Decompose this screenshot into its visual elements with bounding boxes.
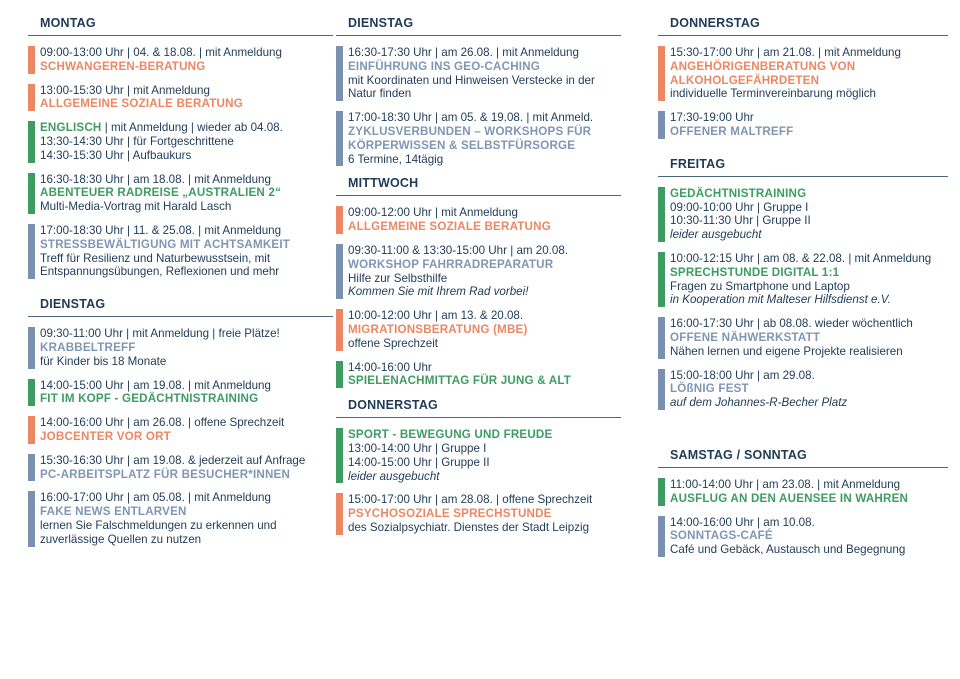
event-time: 16:00-17:30 Uhr | ab 08.08. wieder wöchentlich bbox=[670, 317, 913, 331]
event-migrationsberatung bbox=[336, 309, 621, 350]
event-time: 14:00-15:00 Uhr | Gruppe II bbox=[348, 455, 490, 469]
event-time: 17:00-18:30 Uhr | am 05. & 19.08. | mit Anmeld. bbox=[348, 111, 594, 125]
event-abenteuer-radreise bbox=[28, 173, 333, 214]
event-time: 09:30-11:00 Uhr | mit Anmeldung | freie Plätze! bbox=[40, 327, 280, 341]
event-title: LÖßNIG FEST bbox=[670, 382, 749, 396]
event-zyklusverbunden bbox=[336, 111, 621, 166]
event-title: OFFENER MALTREFF bbox=[670, 124, 794, 138]
event-time: 09:00-12:00 Uhr | mit Anmeldung bbox=[348, 206, 518, 220]
event-title: PSYCHOSOZIALE SPRECHSTUNDE bbox=[348, 507, 552, 521]
event-allgemeine-soziale-beratung bbox=[336, 206, 621, 234]
event-note: leider ausgebucht bbox=[670, 228, 762, 242]
day-heading-freitag: FREITAG bbox=[658, 157, 948, 177]
event-time: 17:30-19:00 Uhr bbox=[670, 111, 754, 125]
event-gedaechtnistraining bbox=[658, 187, 948, 242]
event-fit-im-kopf bbox=[28, 379, 333, 407]
event-title: ALLGEMEINE SOZIALE BERATUNG bbox=[40, 97, 243, 111]
event-note: leider ausgebucht bbox=[348, 469, 440, 483]
event-description: lernen Sie Falschmeldungen zu erkennen und bbox=[40, 518, 277, 532]
event-jobcenter bbox=[28, 416, 333, 444]
event-title: SPIELENACHMITTAG FÜR JUNG & ALT bbox=[348, 374, 572, 388]
event-title: KRABBELTREFF bbox=[40, 340, 136, 354]
event-sport bbox=[336, 428, 621, 483]
event-title: SPORT - BEWEGUNG UND FREUDE bbox=[348, 428, 553, 442]
event-note: Kommen Sie mit Ihrem Rad vorbei! bbox=[348, 285, 529, 299]
event-offene-naehwerkstatt bbox=[658, 317, 948, 358]
event-title: JOBCENTER VOR ORT bbox=[40, 429, 171, 443]
event-time: 10:00-12:00 Uhr | am 13. & 20.08. bbox=[348, 309, 524, 323]
event-description: Multi-Media-Vortrag mit Harald Lasch bbox=[40, 200, 232, 214]
event-time: 14:30-15:30 Uhr | Aufbaukurs bbox=[40, 148, 192, 162]
event-time: 15:30-17:00 Uhr | am 21.08. | mit Anmeldung bbox=[670, 46, 901, 59]
event-allgemeine-soziale-beratung bbox=[28, 84, 333, 112]
event-title: PC-ARBEITSPLATZ FÜR BESUCHER*INNEN bbox=[40, 467, 291, 481]
event-ausflug-auensee bbox=[658, 478, 948, 506]
event-pc-arbeitsplatz bbox=[28, 454, 333, 482]
event-angehoerigenberatung bbox=[658, 46, 948, 101]
event-description: Fragen zu Smartphone und Laptop bbox=[670, 279, 850, 293]
event-time: 10:30-11:30 Uhr | Gruppe II bbox=[670, 214, 811, 228]
day-heading-dienstag: DIENSTAG bbox=[336, 16, 621, 36]
event-title: ABENTEUER RADREISE „AUSTRALIEN 2“ bbox=[40, 186, 282, 200]
event-sonntags-cafe bbox=[658, 516, 948, 557]
day-heading-donnerstag: DONNERSTAG bbox=[658, 16, 948, 36]
column-3 bbox=[658, 16, 948, 567]
event-offener-maltreff bbox=[658, 111, 948, 139]
event-time: 09:00-13:00 Uhr | 04. & 18.08. | mit Anmeldung bbox=[40, 46, 282, 59]
event-title: SONNTAGS-CAFÉ bbox=[670, 529, 773, 543]
event-fahrradreparatur bbox=[336, 244, 621, 299]
event-description: Natur finden bbox=[348, 87, 412, 101]
event-note: auf dem Johannes-R-Becher Platz bbox=[670, 396, 848, 410]
event-title: SCHWANGEREN-BERATUNG bbox=[40, 59, 206, 73]
event-description: Entspannungsübungen, Reflexionen und mehr bbox=[40, 265, 280, 279]
event-title: AUSFLUG AN DEN AUENSEE IN WAHREN bbox=[670, 491, 909, 505]
event-title: EINFÜHRUNG INS GEO-CACHING bbox=[348, 59, 540, 73]
event-description: individuelle Terminvereinbarung möglich bbox=[670, 87, 877, 101]
event-schwangeren-beratung bbox=[28, 46, 333, 74]
event-title: ANGEHÖRIGENBERATUNG VON bbox=[670, 59, 856, 73]
event-title: WORKSHOP FAHRRADREPARATUR bbox=[348, 257, 554, 271]
day-heading-wochenende: SAMSTAG / SONNTAG bbox=[658, 448, 948, 468]
event-description: zuverlässige Quellen zu nutzen bbox=[40, 532, 202, 546]
spacer bbox=[658, 420, 948, 448]
day-heading-montag: MONTAG bbox=[28, 16, 333, 36]
day-heading-mittwoch: MITTWOCH bbox=[336, 176, 621, 196]
event-time: 15:00-17:00 Uhr | am 28.08. | offene Sprechzeit bbox=[348, 493, 593, 507]
event-time: 09:00-10:00 Uhr | Gruppe I bbox=[670, 200, 809, 214]
event-description: Treff für Resilienz und Naturbewusstsein, mit bbox=[40, 251, 271, 265]
event-time: 15:30-16:30 Uhr | am 19.08. & jederzeit auf Anfrage bbox=[40, 453, 306, 467]
event-title: FIT IM KOPF - GEDÄCHTNISTRAINING bbox=[40, 392, 259, 406]
event-title: FAKE NEWS ENTLARVEN bbox=[40, 505, 187, 519]
event-title-line2: KÖRPERWISSEN & SELBSTFÜRSORGE bbox=[348, 138, 576, 152]
event-stressbewaeltigung bbox=[28, 224, 333, 279]
event-description: offene Sprechzeit bbox=[348, 336, 439, 350]
event-time: 14:00-16:00 Uhr bbox=[348, 360, 432, 374]
event-time: 14:00-15:00 Uhr | am 19.08. | mit Anmeldung bbox=[40, 378, 271, 392]
event-title: GEDÄCHTNISTRAINING bbox=[670, 186, 807, 200]
event-title: SPRECHSTUNDE DIGITAL 1:1 bbox=[670, 265, 840, 279]
event-time: 13:00-15:30 Uhr | mit Anmeldung bbox=[40, 83, 210, 97]
day-heading-donnerstag: DONNERSTAG bbox=[336, 398, 621, 418]
event-description: des Sozialpsychiatr. Dienstes der Stadt Leipzig bbox=[348, 520, 590, 534]
spacer bbox=[28, 289, 333, 297]
event-spielenachmittag bbox=[336, 361, 621, 389]
event-time: 16:00-17:00 Uhr | am 05.08. | mit Anmeldung bbox=[40, 491, 271, 505]
day-heading-dienstag: DIENSTAG bbox=[28, 297, 333, 317]
event-title: ALLGEMEINE SOZIALE BERATUNG bbox=[348, 220, 551, 234]
event-description: für Kinder bis 18 Monate bbox=[40, 354, 167, 368]
column-2 bbox=[336, 16, 621, 545]
event-loessnig-fest bbox=[658, 369, 948, 410]
column-1 bbox=[28, 16, 333, 557]
event-note: in Kooperation mit Malteser Hilfsdienst e.V. bbox=[670, 293, 891, 307]
event-time: 10:00-12:15 Uhr | am 08. & 22.08. | mit Anmeldung bbox=[670, 251, 932, 265]
event-time: 13:30-14:30 Uhr | für Fortgeschrittene bbox=[40, 134, 234, 148]
event-description: 6 Termine, 14tägig bbox=[348, 152, 444, 166]
event-title: MIGRATIONSBERATUNG (MBE) bbox=[348, 322, 528, 336]
event-time: 16:30-17:30 Uhr | am 26.08. | mit Anmeldung bbox=[348, 46, 579, 59]
event-description: Nähen lernen und eigene Projekte realisieren bbox=[670, 344, 903, 358]
event-title: STRESSBEWÄLTIGUNG MIT ACHTSAMKEIT bbox=[40, 237, 291, 251]
event-sprechstunde-digital bbox=[658, 252, 948, 307]
event-psychosoziale-sprechstunde bbox=[336, 493, 621, 534]
event-time: 09:30-11:00 & 13:30-15:00 Uhr | am 20.08. bbox=[348, 243, 569, 257]
event-englisch bbox=[28, 121, 333, 162]
event-title: OFFENE NÄHWERKSTATT bbox=[670, 330, 821, 344]
event-description: mit Koordinaten und Hinweisen Verstecke in der bbox=[348, 73, 595, 87]
event-headline bbox=[40, 121, 333, 135]
event-time: 13:00-14:00 Uhr | Gruppe I bbox=[348, 441, 487, 455]
event-info: | mit Anmeldung | wieder ab 04.08. bbox=[101, 121, 283, 135]
event-time: 11:00-14:00 Uhr | am 23.08. | mit Anmeldung bbox=[670, 477, 901, 491]
event-krabbeltreff bbox=[28, 327, 333, 368]
event-title: ENGLISCH bbox=[40, 121, 102, 135]
event-time: 15:00-18:00 Uhr | am 29.08. bbox=[670, 368, 815, 382]
event-title-line2: ALKOHOLGEFÄHRDETEN bbox=[670, 73, 820, 87]
event-description: Café und Gebäck, Austausch und Begegnung bbox=[670, 543, 906, 557]
event-time: 14:00-16:00 Uhr | am 26.08. | offene Sprechzeit bbox=[40, 416, 285, 430]
event-title: ZYKLUSVERBUNDEN – WORKSHOPS FÜR bbox=[348, 124, 592, 138]
event-time: 16:30-18:30 Uhr | am 18.08. | mit Anmeldung bbox=[40, 172, 271, 186]
spacer bbox=[658, 149, 948, 157]
event-time: 17:00-18:30 Uhr | 11. & 25.08. | mit Anmeldung bbox=[40, 223, 282, 237]
event-geo-caching bbox=[336, 46, 621, 101]
event-fake-news bbox=[28, 491, 333, 546]
event-time: 14:00-16:00 Uhr | am 10.08. bbox=[670, 515, 815, 529]
event-description: Hilfe zur Selbsthilfe bbox=[348, 271, 448, 285]
